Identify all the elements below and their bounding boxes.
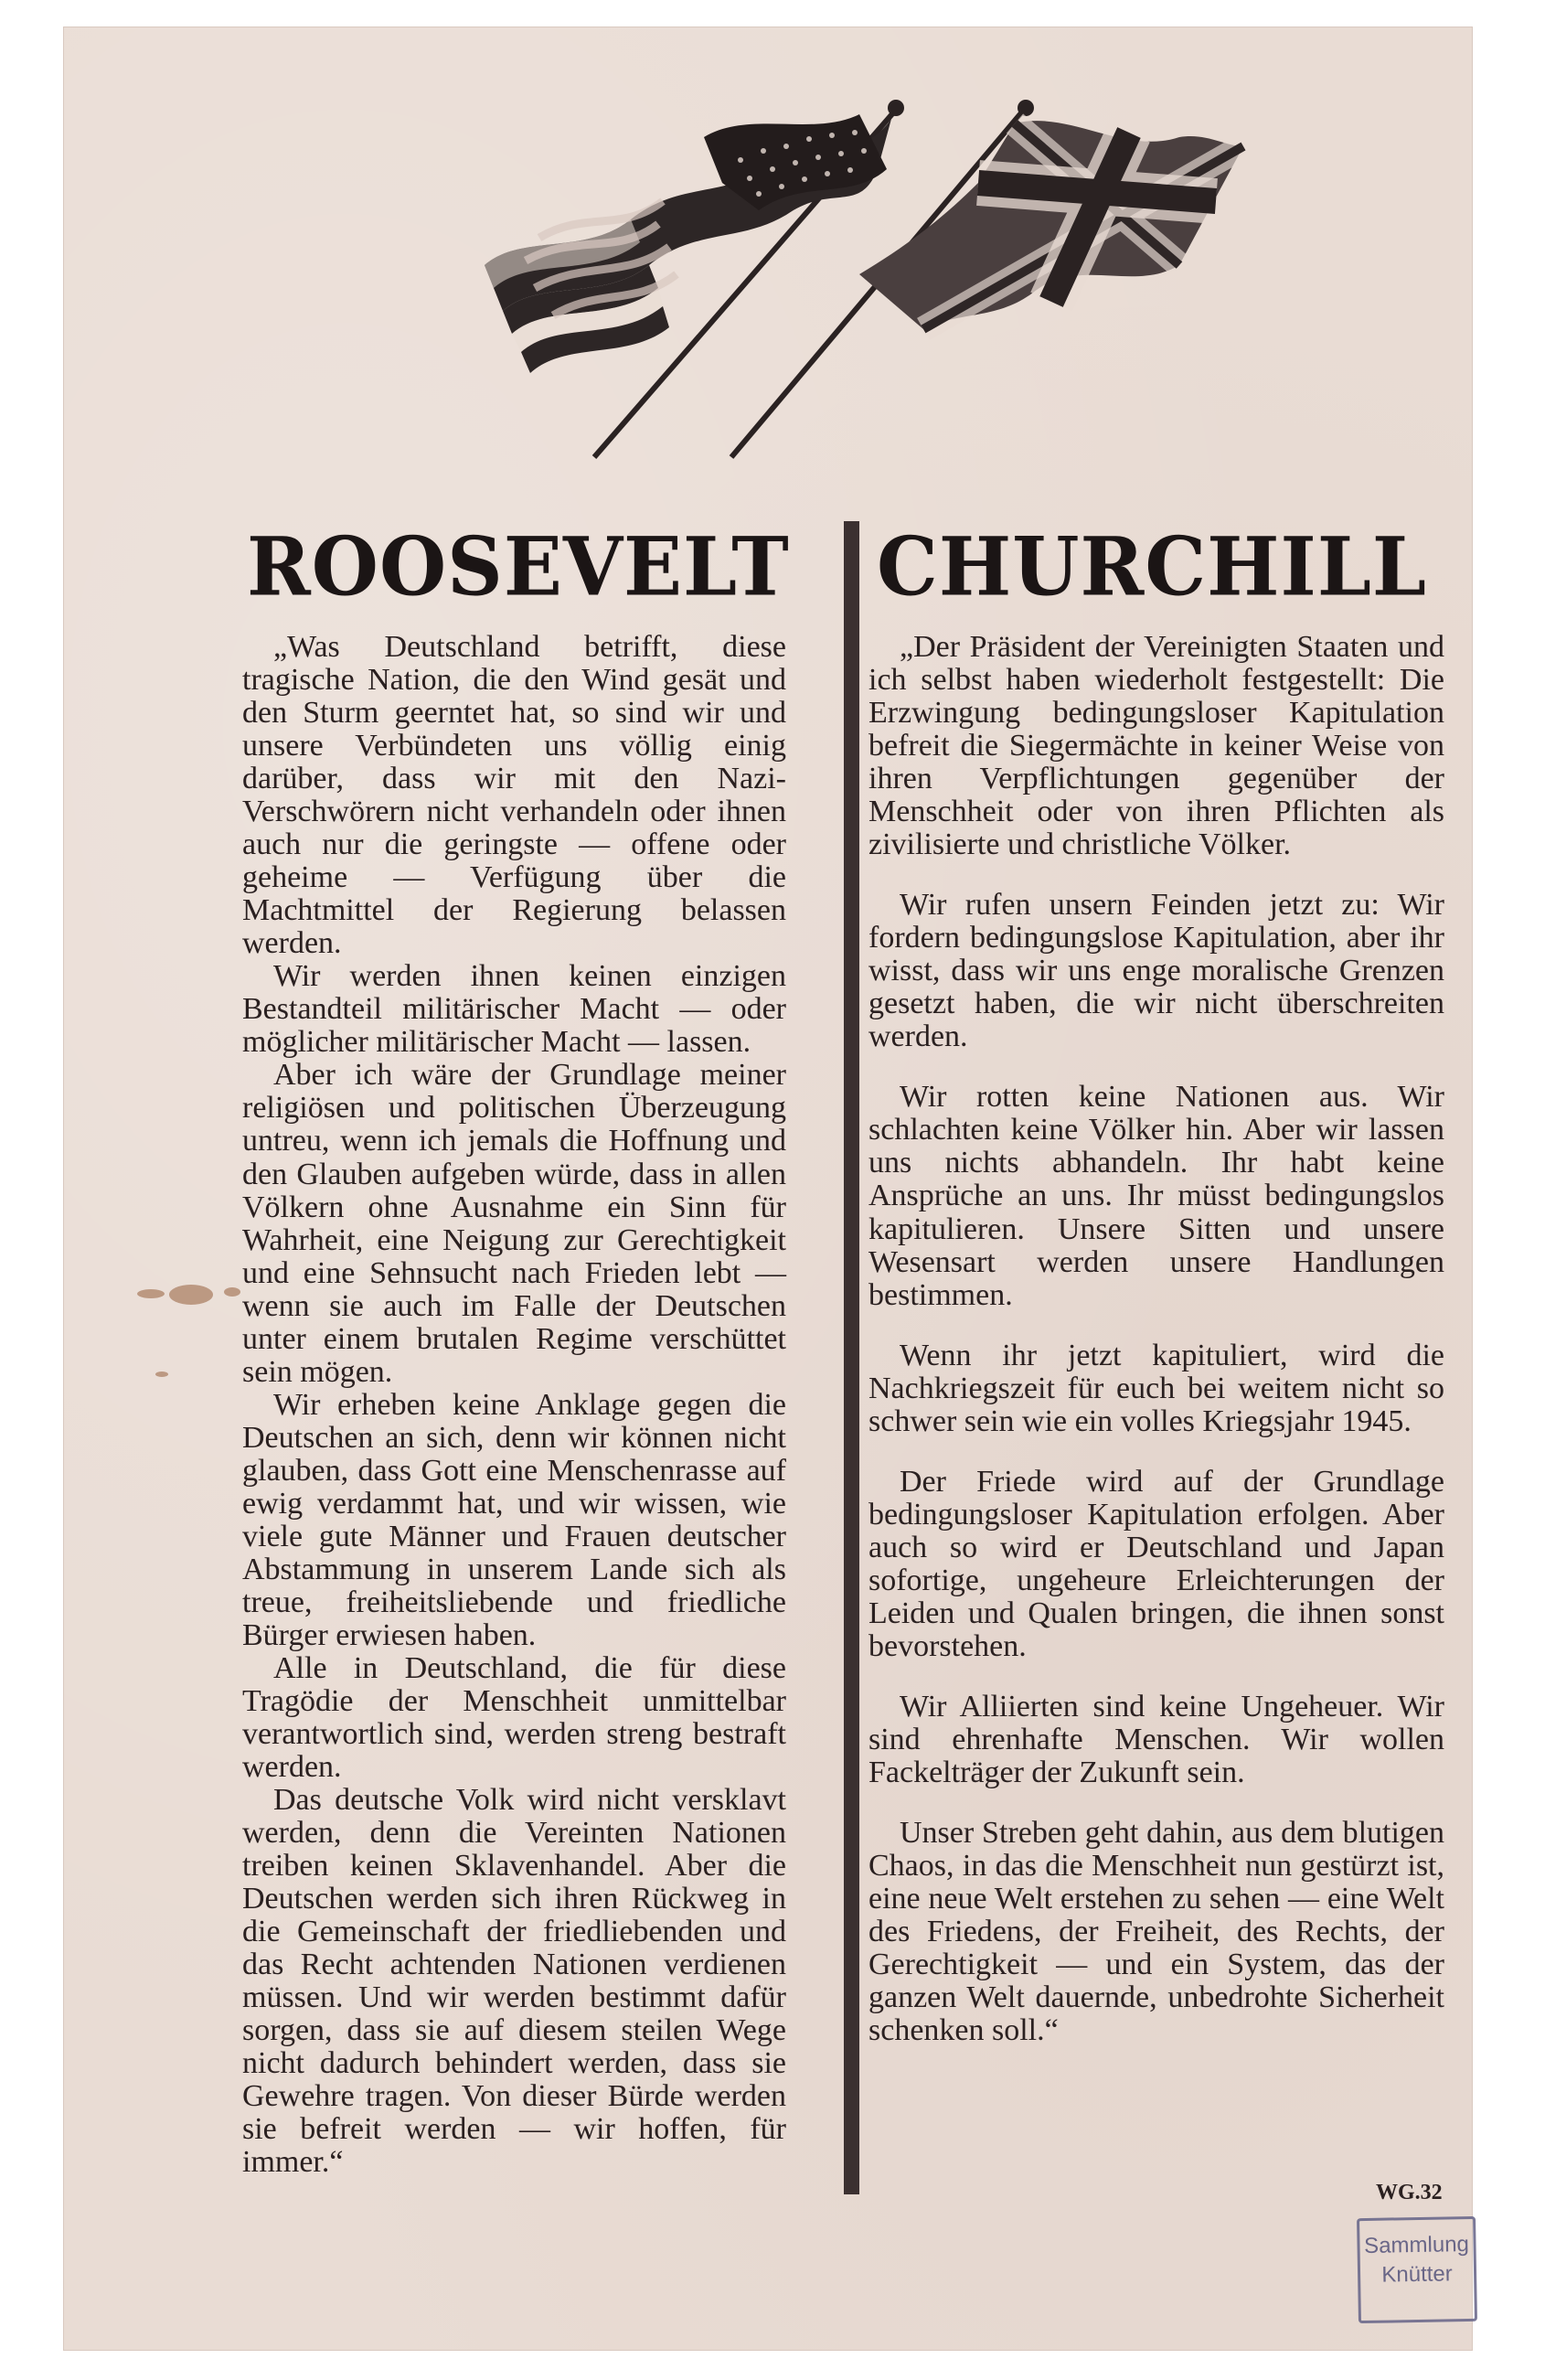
paper-stain: [137, 1289, 165, 1298]
paper-stain: [155, 1371, 168, 1377]
churchill-paragraph: Wir rufen unsern Feinden jetzt zu: Wir fordern bedingungslose Kapitulation, aber ihr wisst, dass wir uns enge moralische Grenzen gesetzt haben, die wir nicht überschreiten werden.: [868, 888, 1444, 1054]
churchill-heading: CHURCHILL: [877, 518, 1427, 614]
leaflet-sheet: [64, 27, 1472, 2350]
column-divider: [844, 521, 859, 2194]
roosevelt-paragraph: Aber ich wäre der Grundlage meiner religiösen und politischen Überzeugung untreu, wenn ich jemals die Hoffnung und den Glauben aufgeben würde, dass in allen Völkern ohne Ausnahme ein Sinn für Wahrheit, eine Neigung zur Gerechtigkeit und eine Sehnsucht nach Frieden lebt — wenn sie auch im Falle der Deutschen unter einem brutalen Regime verschüttet sein mögen.: [242, 1058, 786, 1389]
roosevelt-paragraph: „Was Deutschland betrifft, diese tragische Nation, die den Wind gesät und den Sturm geerntet hat, so sind wir und unsere Verbündeten uns völlig einig darüber, dass wir mit den Nazi-Verschwörern nicht verhandeln oder ihnen auch nur die geringste — offene oder geheime — Verfügung über die Machtmittel der Regierung belassen werden.: [242, 630, 786, 961]
stamp-line: Sammlung: [1363, 2232, 1470, 2259]
churchill-paragraph: Wir rotten keine Nationen aus. Wir schlachten keine Völker hin. Aber wir lassen uns nichts abhandeln. Ihr habt keine Ansprüche an uns. Ihr müsst bedingungslos kapitulieren. Unsere Sitten und unsere Wesensart werden unsere Handlungen bestimmen.: [868, 1080, 1444, 1312]
roosevelt-paragraph: Wir werden ihnen keinen einzigen Bestandteil militärischer Macht — oder möglicher militärischer Macht — lassen.: [242, 959, 786, 1060]
paper-stain: [169, 1285, 213, 1305]
crossed-flags-illustration: [430, 82, 1252, 475]
collection-stamp: [1357, 2216, 1477, 2323]
roosevelt-quote-column: [242, 631, 786, 2179]
stamp-line: Knütter: [1381, 2261, 1454, 2289]
churchill-paragraph: Der Friede wird auf der Grundlage bedingungsloser Kapitulation erfolgen. Aber auch so wird er Deutschland und Japan sofortige, ungeheure Erleichterungen der Leiden und Qualen bringen, die ihnen sonst bevorstehen.: [868, 1464, 1444, 1663]
roosevelt-paragraph: Alle in Deutschland, die für diese Tragödie der Menschheit unmittelbar verantwortlich sind, werden streng bestraft werden.: [242, 1650, 786, 1785]
us-flag-icon: [485, 100, 904, 457]
churchill-paragraph: Wenn ihr jetzt kapituliert, wird die Nachkriegszeit für euch bei weitem nicht so schwer sein wie ein volles Kriegsjahr 1945.: [868, 1338, 1444, 1438]
churchill-paragraph: Wir Alliierten sind keine Ungeheuer. Wir sind ehrenhafte Menschen. Wir wollen Fackelträger der Zukunft sein.: [868, 1689, 1444, 1789]
churchill-paragraph: „Der Präsident der Vereinigten Staaten und ich selbst haben wiederholt festgestellt: Die Erzwingung bedingungsloser Kapitulation befreit die Siegermächte in keiner Weise von ihren Verpflichtungen gegenüber der Menschheit oder von ihren Pflichten als zivilisierte und christliche Völker.: [868, 630, 1444, 862]
roosevelt-heading: ROOSEVELT: [247, 518, 790, 614]
leaflet-code: WG.32: [1376, 2181, 1443, 2204]
paper-stain: [224, 1287, 240, 1297]
roosevelt-paragraph: Wir erheben keine Anklage gegen die Deutschen an sich, denn wir können nicht glauben, dass Gott eine Menschenrasse auf ewig verdammt hat, und wir wissen, wie viele gute Männer und Frauen deutscher Abstammung in unserem Lande sich als treue, freiheitsliebende und friedliche Bürger erwiesen haben.: [242, 1387, 786, 1652]
churchill-paragraph: Unser Streben geht dahin, aus dem blutigen Chaos, in das die Menschheit nun gestürzt ist, eine neue Welt erstehen zu sehen — eine Welt des Friedens, der Freiheit, des Rechts, der Gerechtigkeit — und ein System, das der ganzen Welt dauernde, unbedrohte Sicherheit schenken soll.“: [868, 1815, 1444, 2048]
roosevelt-paragraph: Das deutsche Volk wird nicht versklavt werden, denn die Vereinten Nationen treiben keinen Sklavenhandel. Aber die Deutschen werden sich ihren Rückweg in die Gemeinschaft der friedliebenden und das Recht achtenden Nationen verdienen müssen. Und wir werden bestimmt dafür sorgen, dass sie auf diesem steilen Wege nicht dadurch behindert werden, dass sie Gewehre tragen. Von dieser Bürde werden sie befreit werden — wir hoffen, für immer.“: [242, 1783, 786, 2180]
churchill-quote-column: [868, 631, 1444, 2047]
